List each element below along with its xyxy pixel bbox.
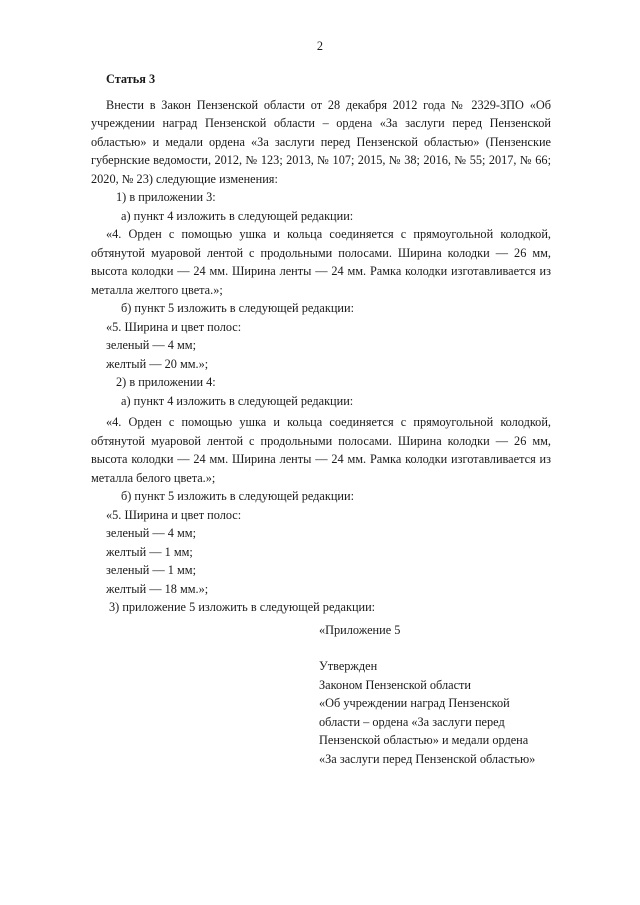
item-2-sub-a-label: а) пункт 4 изложить в следующей редакции: (121, 393, 354, 408)
approval-line: «За заслуги перед Пензенской областью» (319, 751, 536, 766)
approval-line: области – ордена «За заслуги перед (319, 714, 505, 729)
article-intro-paragraph: Внести в Закон Пензенской области от 28 декабря 2012 года № 2329-ЗПО «Об учреждении наград Пензенской области – ордена «За заслуги перед Пензенской областью» и медали ордена «За заслуги перед Пензенской областью» (Пензенские губернские ведомости, 2012, № 123; 2013, № 107; 2015, № 38; 2016, № 55; 2017, № 66; 2020, № 23) следующие изменения: (91, 97, 551, 186)
approval-block (91, 621, 551, 769)
item-2-label: 2) в приложении 4: (116, 375, 216, 389)
item-2-stripe: желтый — 1 мм; (106, 544, 193, 559)
approval-line: Утвержден (319, 659, 378, 673)
item-1-stripes-heading: «5. Ширина и цвет полос: (106, 319, 242, 334)
item-3-label: 3) приложение 5 изложить в следующей редакции: (109, 600, 376, 614)
item-2-sub-b-label: б) пункт 5 изложить в следующей редакции: (121, 489, 355, 503)
item-1-stripe: желтый — 20 мм.»; (106, 356, 209, 371)
item-1-stripe: зеленый — 4 мм; (106, 338, 196, 352)
approval-line: Законом Пензенской области (319, 677, 471, 692)
item-2-stripes-heading: «5. Ширина и цвет полос: (106, 507, 242, 522)
appendix-title: «Приложение 5 (319, 622, 401, 637)
page-number: 2 (316, 39, 324, 53)
approval-line: Пензенской областью» и медали ордена (319, 733, 529, 747)
document-body (91, 70, 551, 768)
item-2-stripe: зеленый — 1 мм; (106, 563, 196, 577)
item-2-stripe: зеленый — 4 мм; (106, 526, 196, 540)
item-1-sub-b-label: б) пункт 5 изложить в следующей редакции: (121, 301, 355, 315)
item-1-sub-a-label: а) пункт 4 изложить в следующей редакции: (121, 208, 354, 223)
approval-line: «Об учреждении наград Пензенской (319, 696, 510, 710)
item-1-sub-a-text: «4. Орден с помощью ушка и кольца соединяется с прямоугольной колодкой, обтянутой муаровой лентой с продольными полосами. Ширина колодки — 26 мм, высота колодки — 24 мм. Ширина ленты — 24 мм. Рамка колодки изготавливается из металла желтого цвета.»; (91, 227, 551, 297)
item-2-stripe: желтый — 18 мм.»; (106, 581, 209, 596)
item-2-sub-a-text: «4. Орден с помощью ушка и кольца соединяется с прямоугольной колодкой, обтянутой муаровой лентой с продольными полосами. Ширина колодки — 26 мм, высота колодки — 24 мм. Ширина ленты — 24 мм. Рамка колодки изготавливается из металла белого цвета.»; (91, 415, 551, 485)
article-title: Статья 3 (106, 72, 156, 86)
item-1-label: 1) в приложении 3: (116, 190, 216, 204)
